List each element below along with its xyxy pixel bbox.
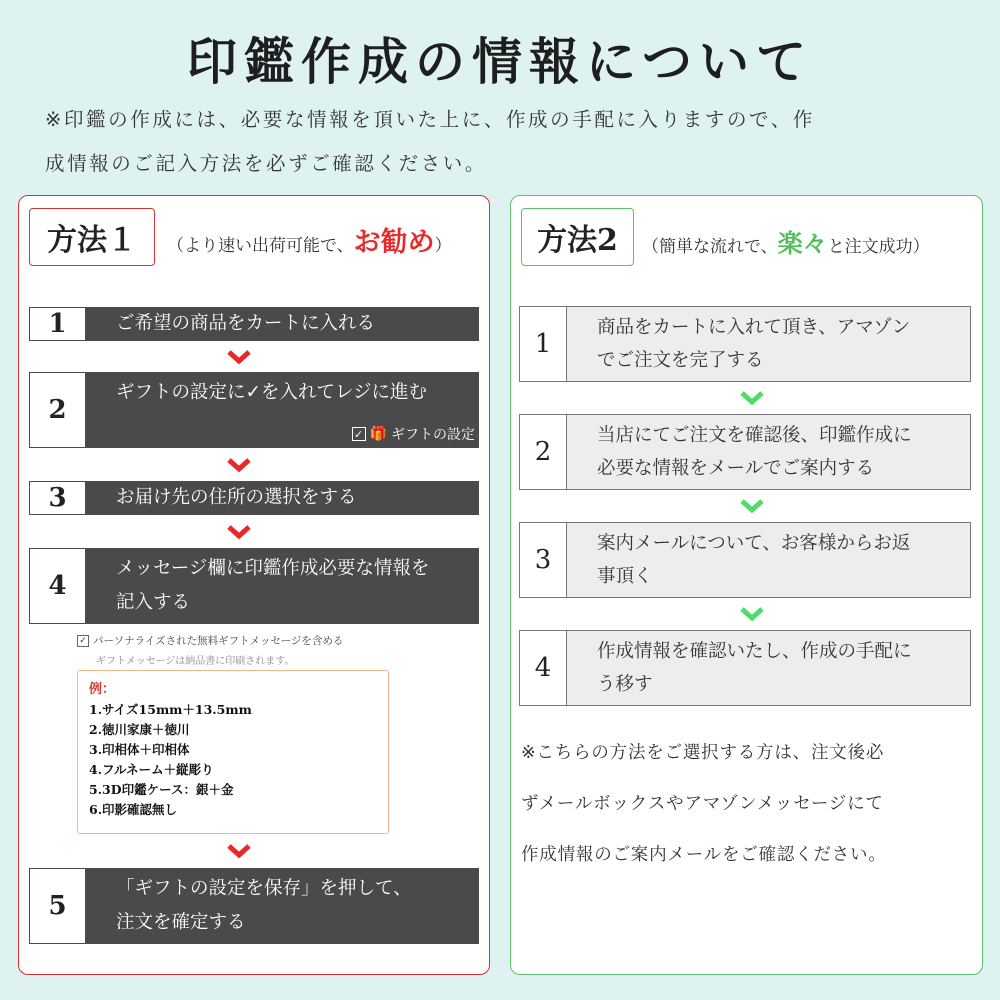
chevron-down-icon <box>226 524 252 540</box>
method2-step-1 <box>519 306 971 382</box>
chevron-down-icon <box>226 843 252 859</box>
method2-note-text <box>521 728 976 881</box>
step-text-line: 注文を確定する <box>116 912 246 933</box>
gift-icon: 🎁 <box>369 426 387 442</box>
step-number: 2 <box>29 372 86 448</box>
method1-label: 方法１ <box>29 208 155 266</box>
step-text-line: 「ギフトの設定を保存」を押して、 <box>116 878 412 899</box>
note-line: ずメールボックスやアマゾンメッセージにて <box>521 794 884 814</box>
step-number: 4 <box>29 548 86 624</box>
step-text-line: 作成情報を確認いたし、作成の手配に <box>597 641 912 662</box>
method2-step-3 <box>519 522 971 598</box>
page-title: 印鑑作成の情報について <box>187 33 813 91</box>
intro-line-2: 成情報のご記入方法を必ずご確認ください。 <box>45 152 488 175</box>
gift-message-sub: ギフトメッセージは納品書に印刷されます。 <box>96 656 295 667</box>
step-number: 3 <box>520 523 567 597</box>
step-text <box>597 635 962 701</box>
gift-message-checkbox <box>77 633 343 648</box>
step-text <box>597 419 962 485</box>
step-text-line: 案内メールについて、お客様からお返 <box>597 533 911 554</box>
step-text-line: でご注文を完了する <box>597 350 764 371</box>
gift-setting-tag <box>352 424 475 444</box>
method2-panel <box>510 195 983 975</box>
example-box <box>77 670 389 834</box>
step-text: ギフトの設定に✓を入れてレジに進む <box>116 382 428 403</box>
step-text: ご希望の商品をカートに入れる <box>116 313 376 334</box>
note-line: ※こちらの方法をご選択する方は、注文後必 <box>521 743 885 763</box>
chevron-down-icon <box>739 606 765 622</box>
method1-note-accent: お勧め <box>353 227 435 258</box>
example-line: 5.3D印鑑ケース：銀＋金 <box>89 782 234 797</box>
intro-text <box>45 98 965 186</box>
step-text-line: 商品をカートに入れて頂き、アマゾン <box>597 317 911 338</box>
method1-note <box>167 220 452 259</box>
step-text: お届け先の住所の選択をする <box>116 487 357 508</box>
step-text <box>116 872 471 940</box>
step-text-line: 必要な情報をメールでご案内する <box>597 458 875 479</box>
method2-note-accent: 楽々 <box>777 229 828 258</box>
method1-step-4 <box>29 548 479 624</box>
method1-note-suffix: ） <box>434 236 452 256</box>
chevron-down-icon <box>226 457 252 473</box>
method2-note-prefix: （簡単な流れで、 <box>642 237 778 257</box>
method1-note-prefix: （より速い出荷可能で、 <box>167 236 354 256</box>
checkbox-icon: ✓ <box>352 427 366 441</box>
chevron-down-icon <box>739 498 765 514</box>
method1-step-1 <box>29 307 479 341</box>
example-line: 1.サイズ15mm＋13.5mm <box>89 702 252 717</box>
method2-note <box>642 224 930 260</box>
example-line: 6.印影確認無し <box>89 802 178 817</box>
intro-line-1: ※印鑑の作成には、必要な情報を頂いた上に、作成の手配に入りますので、作 <box>45 108 815 131</box>
step-number: 3 <box>29 481 86 515</box>
example-line: 3.印相体＋印相体 <box>89 742 190 757</box>
example-line: 4.フルネーム＋縦彫り <box>89 762 214 777</box>
step-number: 4 <box>520 631 567 705</box>
step-text <box>116 552 471 620</box>
gift-message-label: パーソナライズされた無料ギフトメッセージを含める <box>93 635 344 647</box>
step-text-line: 当店にてご注文を確認後、印鑑作成に <box>597 425 912 446</box>
step-text <box>597 527 962 593</box>
chevron-down-icon <box>226 349 252 365</box>
example-title: 例： <box>89 682 116 697</box>
step-text <box>597 311 962 377</box>
step-number: 2 <box>520 415 567 489</box>
step-number: 1 <box>520 307 567 381</box>
method1-panel <box>18 195 490 975</box>
method2-note-suffix: と注文成功） <box>827 237 930 257</box>
method1-step-3 <box>29 481 479 515</box>
step-text-line: 記入する <box>116 592 191 613</box>
method1-step-2 <box>29 372 479 448</box>
step-text-line: う移す <box>597 674 653 695</box>
step-number: 1 <box>29 307 86 341</box>
step-number: 5 <box>29 868 86 944</box>
example-line: 2.徳川家康＋徳川 <box>89 722 190 737</box>
method2-step-2 <box>519 414 971 490</box>
note-line: 作成情報のご案内メールをご確認ください。 <box>521 845 887 865</box>
checkbox-icon: ✓ <box>77 635 89 647</box>
step-text-line: メッセージ欄に印鑑作成必要な情報を <box>116 558 430 579</box>
method1-step-5 <box>29 868 479 944</box>
method2-label: 方法2 <box>521 208 634 266</box>
step-text-line: 事頂く <box>597 566 653 587</box>
chevron-down-icon <box>739 390 765 406</box>
method2-step-4 <box>519 630 971 706</box>
gift-setting-label: ギフトの設定 <box>391 427 475 443</box>
